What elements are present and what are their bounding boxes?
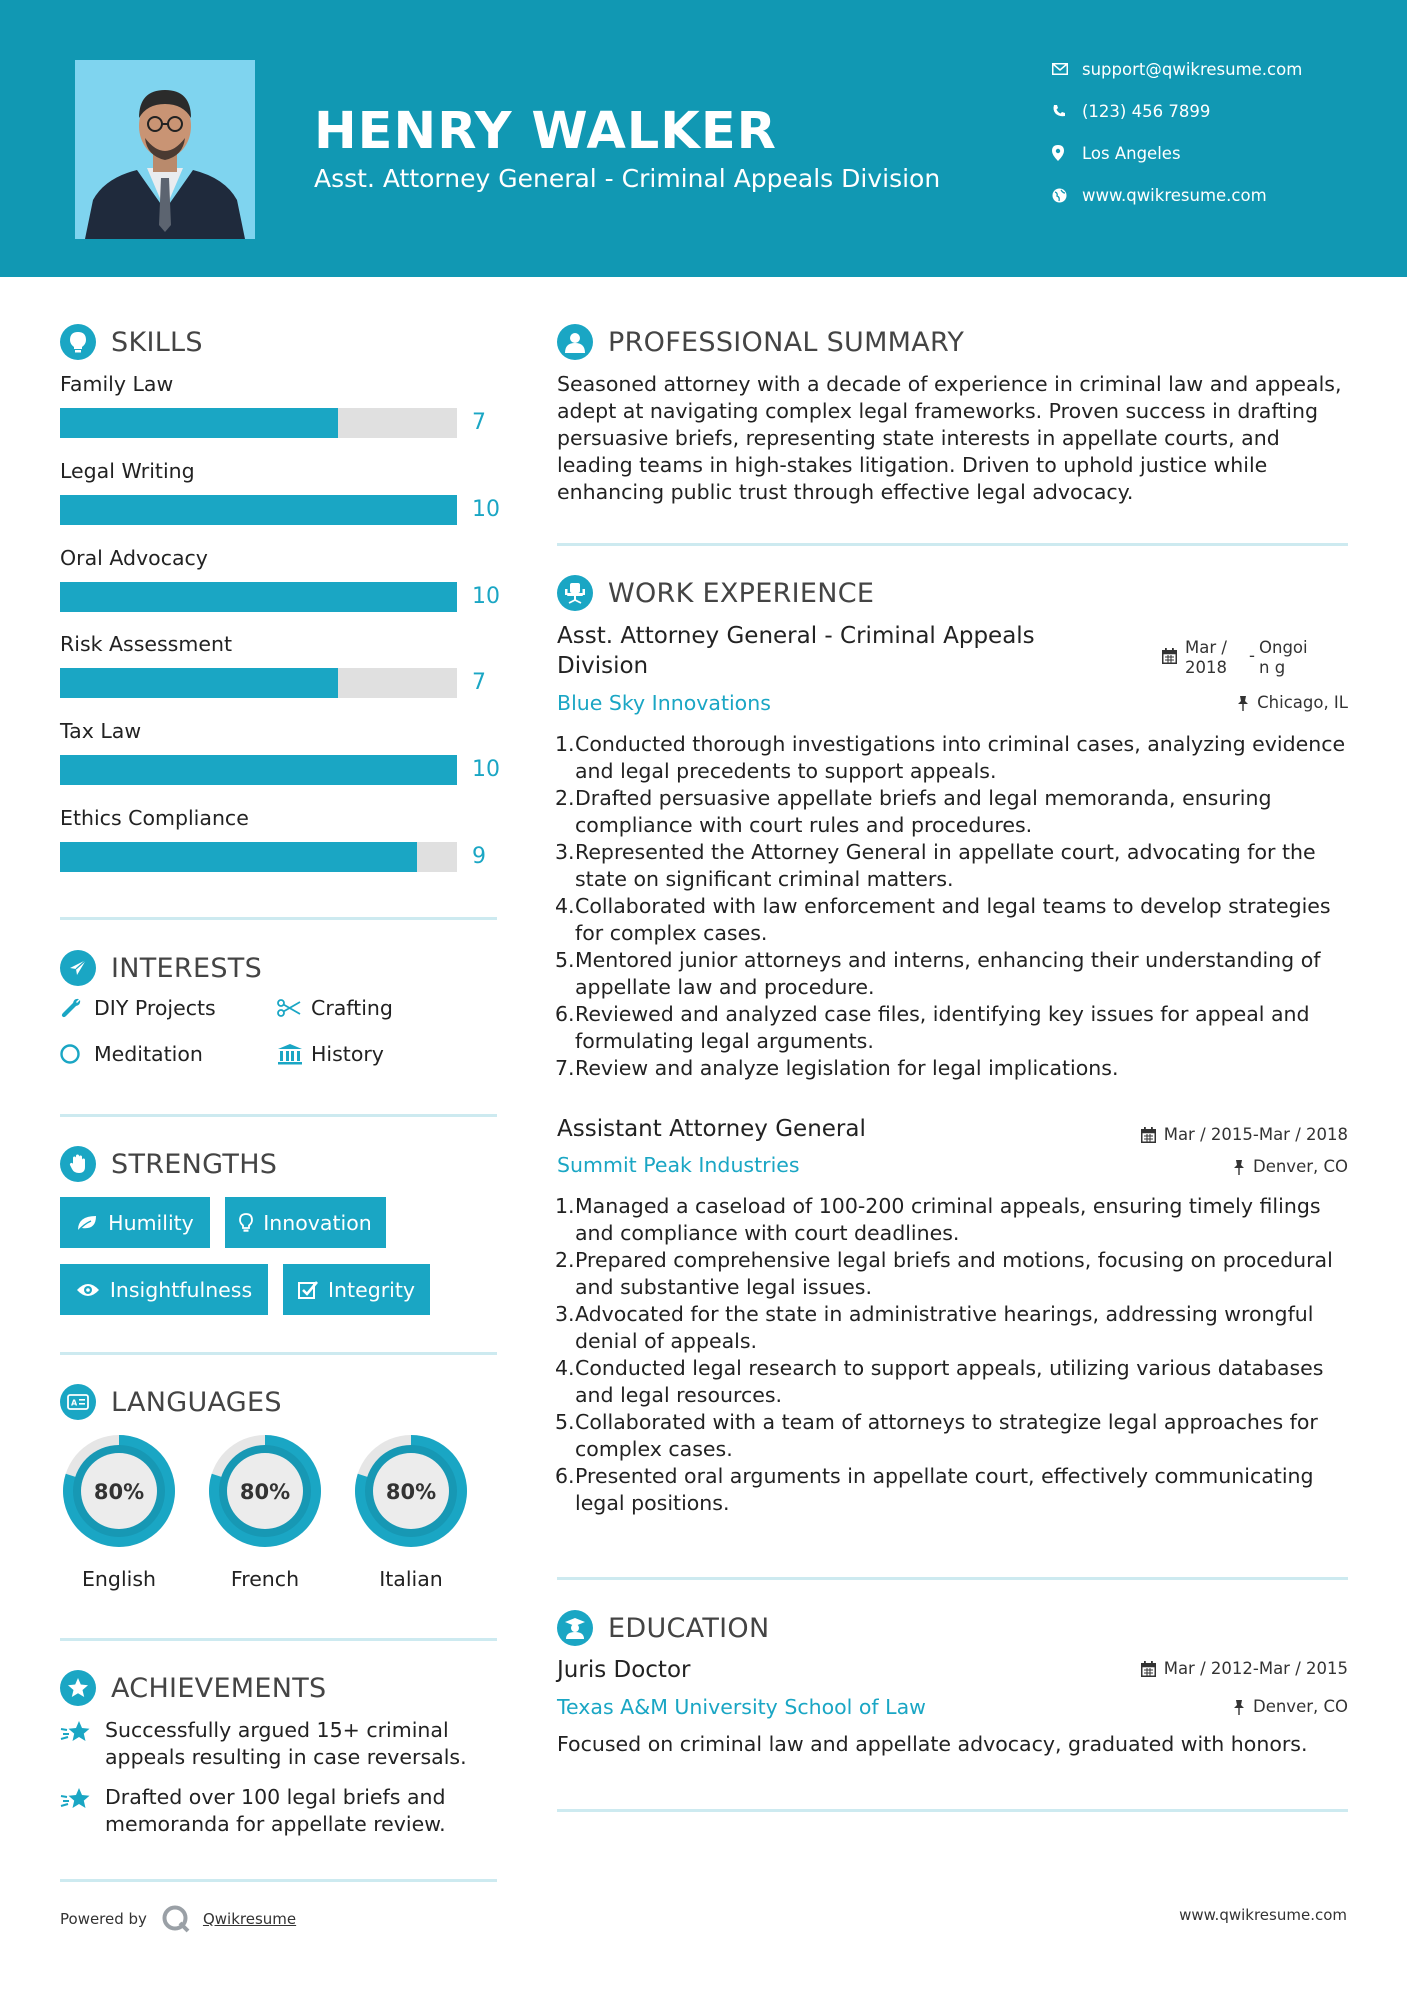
checkbox-icon [298, 1280, 318, 1300]
section-divider [557, 543, 1348, 546]
date-separator: - [1249, 646, 1255, 665]
language-ring [209, 1435, 321, 1547]
skill-bar [60, 755, 457, 785]
job-date-end: Ongoin g [1259, 638, 1308, 677]
interest-item: DIY Projects [60, 996, 216, 1020]
candidate-title: Asst. Attorney General - Criminal Appeals Division [314, 164, 941, 193]
skill-bar [60, 582, 457, 612]
education-description: Focused on criminal law and appellate advocacy, graduated with honors. [557, 1732, 1308, 1756]
strengths-heading: STRENGTHS [60, 1146, 277, 1182]
strength-badge: Integrity [283, 1264, 430, 1315]
svg-text:A: A [71, 1398, 78, 1408]
skill-value: 9 [472, 844, 486, 869]
skill-label: Risk Assessment [60, 632, 232, 656]
achievements-heading: ACHIEVEMENTS [60, 1670, 327, 1706]
globe-icon [1052, 185, 1082, 205]
map-pin-icon [1052, 143, 1082, 163]
job-company: Summit Peak Industries [557, 1153, 800, 1177]
contact-location [1052, 143, 1181, 163]
qwikresume-logo-icon [161, 1904, 191, 1934]
candidate-name: HENRY WALKER [314, 102, 777, 161]
calendar-icon [1162, 648, 1177, 664]
strength-badge: Insightfulness [60, 1264, 268, 1315]
list-item: 4. Collaborated with law enforcement and legal teams to develop strategies for complex cases. [555, 894, 1331, 945]
hand-icon [60, 1146, 96, 1182]
skill-value: 7 [472, 410, 486, 435]
skill-bar [60, 408, 457, 438]
achievement-item: Successfully argued 15+ criminal appeals resulting in case reversals. [60, 1717, 480, 1771]
skill-label: Oral Advocacy [60, 546, 208, 570]
qwikresume-link[interactable]: Qwikresume [202, 1910, 297, 1928]
list-item: 4. Conducted legal research to support appeals, utilizing various databases and legal resources. [555, 1356, 1324, 1407]
section-divider [557, 1809, 1348, 1812]
skill-value: 7 [472, 670, 486, 695]
list-item: 5. Collaborated with a team of attorneys to strategize legal approaches for complex cases. [555, 1410, 1318, 1461]
skills-heading: SKILLS [60, 324, 203, 360]
skill-label: Ethics Compliance [60, 806, 249, 830]
pushpin-icon [1233, 1159, 1245, 1175]
office-chair-icon [557, 575, 593, 611]
strength-badge: Innovation [225, 1197, 386, 1248]
achievement-item: Drafted over 100 legal briefs and memoranda for appellate review. [60, 1784, 480, 1838]
skill-bar [60, 495, 457, 525]
skill-bar-fill [60, 495, 457, 525]
summary-heading: PROFESSIONAL SUMMARY [557, 324, 964, 360]
section-divider [60, 1352, 497, 1355]
lightbulb-icon [60, 324, 96, 360]
contact-website-text: www.qwikresume.com [1082, 185, 1267, 205]
envelope-icon [1052, 59, 1082, 79]
contact-phone-text: (123) 456 7899 [1082, 101, 1211, 121]
list-item: 3. Represented the Attorney General in appellate court, advocating for the state on significant criminal matters. [555, 840, 1316, 891]
paper-plane-icon [60, 950, 96, 986]
list-item: 6. Presented oral arguments in appellate court, effectively communicating legal positions. [555, 1464, 1314, 1515]
education-location: Denver, CO [1233, 1697, 1348, 1716]
footer-powered-by: Powered by Qwikresume [60, 1904, 296, 1934]
contact-phone [1052, 101, 1210, 121]
scissors-icon [277, 999, 311, 1017]
experience-heading: WORK EXPERIENCE [557, 575, 874, 611]
education-degree: Juris Doctor [557, 1657, 691, 1683]
section-divider [60, 1114, 497, 1117]
leaf-icon [76, 1214, 98, 1232]
skill-value: 10 [472, 497, 500, 522]
language-rings [50, 1420, 550, 1560]
contact-website[interactable] [1052, 185, 1267, 205]
list-item: 1. Managed a caseload of 100-200 criminal appeals, ensuring timely filings and compliance with court deadlines. [555, 1194, 1321, 1245]
skill-bar-fill [60, 668, 338, 698]
list-item: 3. Advocated for the state in administrative hearings, addressing wrongful denial of appeals. [555, 1302, 1314, 1353]
interest-item: Crafting [277, 996, 393, 1020]
job-location: Denver, CO [1233, 1157, 1348, 1176]
shooting-star-icon [60, 1784, 105, 1838]
language-percent: 80% [239, 1480, 291, 1504]
pushpin-icon [1237, 695, 1249, 711]
summary-text: Seasoned attorney with a decade of experience in criminal law and appeals, adept at navigating complex legal frameworks. Proven success in drafting persuasive briefs, representing state interests in appellate courts, and leading teams in high-stakes litigation. Driven to uphold justice while enhancing public trust through effective legal advocacy. [557, 372, 1342, 504]
graduate-icon [557, 1610, 593, 1646]
resume-header [0, 0, 1407, 277]
award-star-icon [60, 1670, 96, 1706]
skill-bar-fill [60, 582, 457, 612]
job-dates: Mar / 2015-Mar / 2018 [1141, 1125, 1348, 1144]
list-item: 1. Conducted thorough investigations into criminal cases, analyzing evidence and legal precedents to support appeals. [555, 732, 1346, 783]
education-dates: Mar / 2012-Mar / 2015 [1141, 1659, 1348, 1678]
lightbulb-outline-icon [239, 1213, 253, 1233]
contact-email-text: support@qwikresume.com [1082, 59, 1303, 79]
section-divider [60, 1638, 497, 1641]
pushpin-icon [1233, 1699, 1245, 1715]
skill-bar [60, 668, 457, 698]
education-school: Texas A&M University School of Law [557, 1695, 926, 1719]
skill-bar-fill [60, 755, 457, 785]
skill-label: Family Law [60, 372, 174, 396]
language-ring [63, 1435, 175, 1547]
language-name: French [230, 1567, 300, 1591]
skill-value: 10 [472, 584, 500, 609]
museum-icon [277, 1043, 311, 1065]
skill-label: Legal Writing [60, 459, 195, 483]
contact-email[interactable] [1052, 59, 1302, 79]
job-responsibilities [557, 1193, 1357, 1517]
skill-bar-fill [60, 842, 417, 872]
skill-label: Tax Law [60, 719, 142, 743]
job-title: Asst. Attorney General - Criminal Appeals Division [557, 623, 1035, 679]
language-name: English [81, 1567, 157, 1591]
calendar-icon [1141, 1127, 1156, 1143]
interest-item: History [277, 1042, 384, 1066]
language-percent: 80% [385, 1480, 437, 1504]
footer-website[interactable]: www.qwikresume.com [1179, 1906, 1347, 1924]
list-item: 2. Prepared comprehensive legal briefs and motions, focusing on procedural and substantive legal issues. [555, 1248, 1333, 1299]
list-item: 2. Drafted persuasive appellate briefs and legal memoranda, ensuring compliance with court rules and procedures. [555, 786, 1272, 837]
job-date-start: Mar / 2018 [1185, 638, 1227, 677]
strength-badge: Humility [60, 1197, 210, 1248]
section-divider [60, 917, 497, 920]
job-company: Blue Sky Innovations [557, 691, 771, 715]
phone-icon [1052, 101, 1082, 121]
skill-bar-fill [60, 408, 338, 438]
job-dates [1162, 638, 1317, 678]
section-divider [557, 1577, 1348, 1580]
list-item: 5. Mentored junior attorneys and interns, enhancing their understanding of appellate law and procedure. [555, 948, 1321, 999]
skill-value: 10 [472, 757, 500, 782]
circle-icon [60, 1043, 94, 1065]
section-divider [60, 1879, 497, 1882]
skill-bar [60, 842, 457, 872]
list-item: 6. Reviewed and analyzed case files, identifying key issues for appeal and formulating legal arguments. [555, 1002, 1310, 1053]
language-name: Italian [379, 1567, 443, 1591]
job-responsibilities [557, 731, 1357, 1082]
eye-icon [76, 1282, 100, 1298]
job-location: Chicago, IL [1237, 693, 1348, 712]
user-icon [557, 324, 593, 360]
profile-photo [75, 60, 255, 239]
language-percent: 80% [93, 1480, 145, 1504]
interests-heading: INTERESTS [60, 950, 262, 986]
language-card-icon [60, 1384, 96, 1420]
languages-heading: A LANGUAGES [60, 1384, 282, 1420]
interest-item: Meditation [60, 1042, 203, 1066]
list-item: 7. Review and analyze legislation for legal implications. [555, 1056, 1119, 1080]
job-title: Assistant Attorney General [557, 1116, 866, 1142]
calendar-icon [1141, 1661, 1156, 1677]
wrench-icon [60, 997, 94, 1019]
language-ring [355, 1435, 467, 1547]
education-heading: EDUCATION [557, 1610, 769, 1646]
shooting-star-icon [60, 1717, 105, 1771]
contact-location-text: Los Angeles [1082, 143, 1181, 163]
